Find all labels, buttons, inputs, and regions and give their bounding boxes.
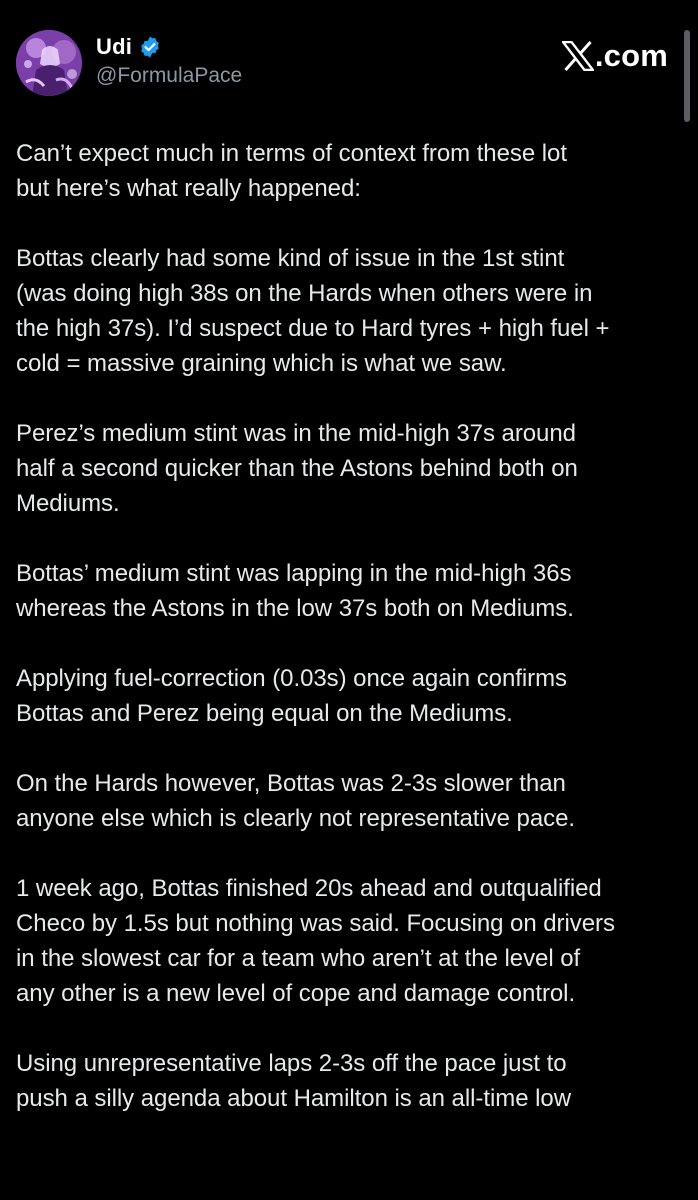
- tweet-paragraph: Can’t expect much in terms of context from these lot but here’s what really happened:: [16, 140, 567, 202]
- verified-badge-icon: [138, 35, 162, 59]
- tweet-paragraph: Using unrepresentative laps 2-3s off the pace just to push a silly agenda about Hamilton is an all-time low: [16, 1050, 571, 1112]
- x-logo-icon: [562, 41, 594, 71]
- name-row: [96, 32, 242, 62]
- tweet-paragraph: Perez’s medium stint was in the mid-high 37s around half a second quicker than the Astons behind both on Mediums.: [16, 420, 578, 517]
- tweet-paragraph: Bottas’ medium stint was lapping in the mid-high 36s whereas the Astons in the low 37s both on Mediums.: [16, 560, 574, 622]
- avatar-image: [16, 30, 82, 96]
- tweet-paragraph: Applying fuel-correction (0.03s) once again confirms Bottas and Perez being equal on the Mediums.: [16, 665, 568, 727]
- site-watermark: [562, 38, 668, 74]
- user-handle[interactable]: @FormulaPace: [96, 64, 243, 87]
- user-info: [96, 32, 242, 88]
- site-label: .com: [594, 38, 668, 73]
- display-name[interactable]: Udi: [96, 34, 133, 59]
- tweet-paragraph: On the Hards however, Bottas was 2-3s slower than anyone else which is clearly not representative pace.: [16, 770, 575, 832]
- tweet-paragraph: 1 week ago, Bottas finished 20s ahead and outqualified Checo by 1.5s but nothing was said. Focusing on drivers in the slowest car for a team who aren’t at the level of any other is a new level of cope and damage control.: [16, 875, 615, 1007]
- tweet-paragraph: Bottas clearly had some kind of issue in the 1st stint (was doing high 38s on the Hards when others were in the high 37s). I’d suspect due to Hard tyres + high fuel + cold = massive graining which is what we saw.: [16, 245, 610, 377]
- avatar[interactable]: [16, 30, 82, 96]
- tweet-header: [0, 0, 698, 110]
- scrollbar[interactable]: [684, 30, 690, 122]
- tweet-body: [16, 136, 688, 1151]
